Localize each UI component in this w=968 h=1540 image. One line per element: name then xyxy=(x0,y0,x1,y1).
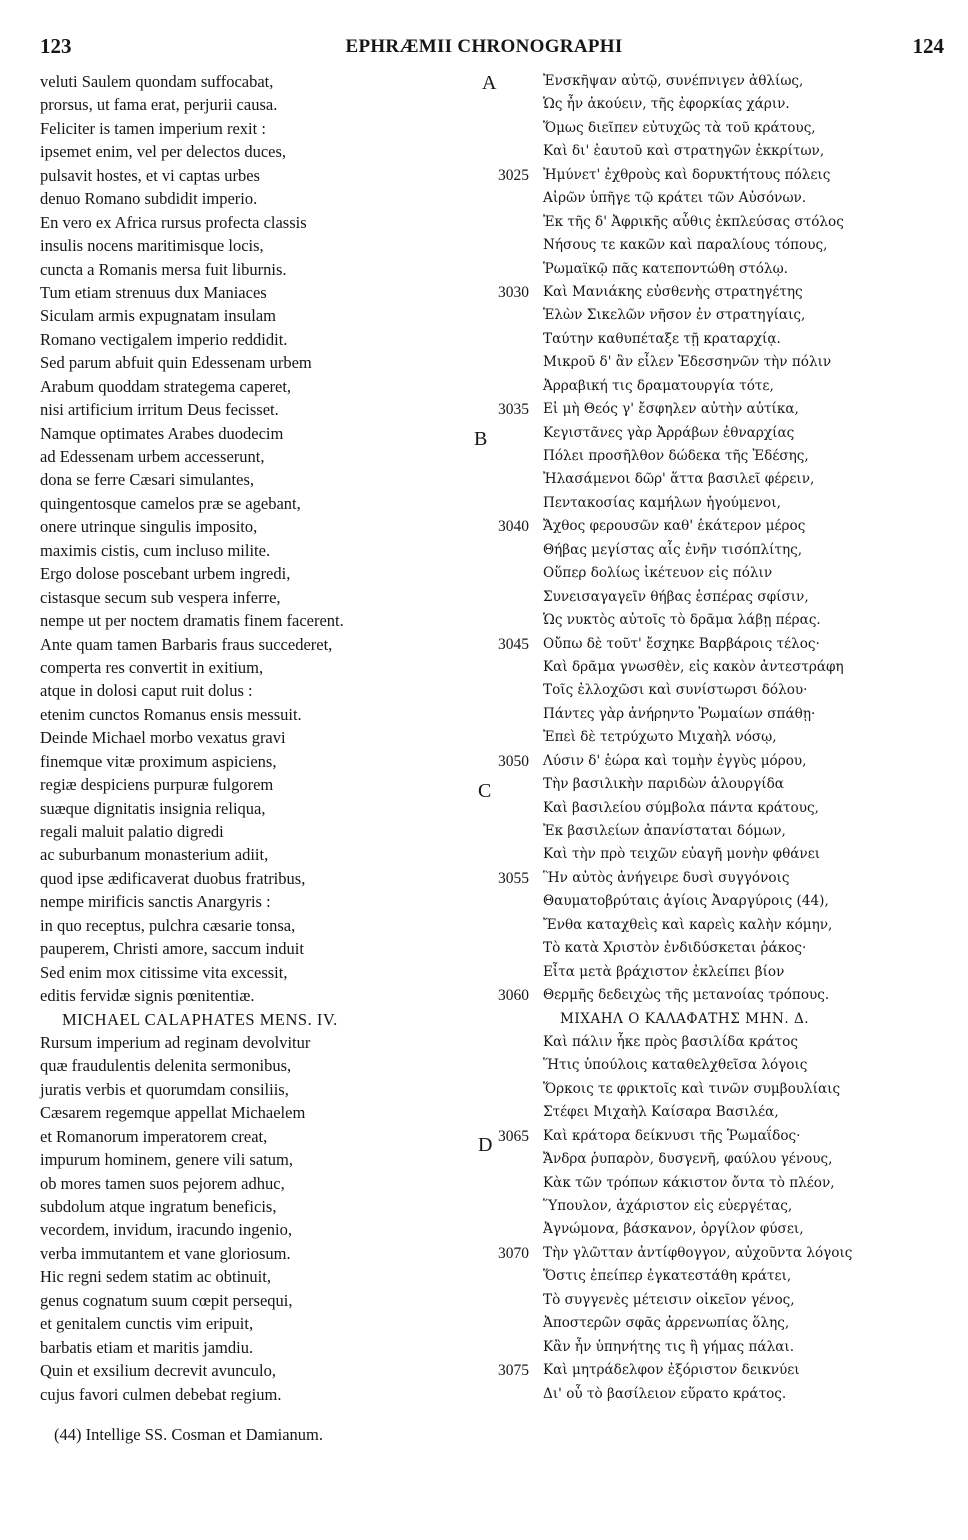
greek-verse-line xyxy=(498,843,958,866)
greek-verse-text: Θερμῆς δεδειχὼς τῆς μετανοίας τρόπους. xyxy=(543,987,830,1004)
greek-verse-line xyxy=(498,1242,958,1265)
greek-verse-line xyxy=(498,492,958,515)
greek-verse-line xyxy=(498,633,958,656)
greek-verse-line xyxy=(498,984,958,1007)
margin-letter-b: B xyxy=(474,428,488,450)
greek-verse-line xyxy=(498,797,958,820)
greek-verse-text: Ἠμύνετ' ἐχθροὺς καὶ δορυκτήτους πόλεις xyxy=(543,166,831,183)
running-header xyxy=(0,34,968,62)
latin-verse-line: cistasque secum sub vespera inferre, xyxy=(40,587,281,607)
greek-verse-line xyxy=(498,726,958,749)
latin-verse-line: etenim cunctos Romanus ensis messuit. xyxy=(40,704,302,724)
greek-verse-text: Ὅρκοις τε φρικτοῖς καὶ τινῶν συμβουλίαις xyxy=(543,1080,841,1097)
greek-verse-line xyxy=(498,1383,958,1406)
latin-verse-line: et Romanorum imperatorem creat, xyxy=(40,1126,268,1146)
latin-verse-line: cuncta a Romanis mersa fuit liburnis. xyxy=(40,259,287,279)
greek-verse-line xyxy=(498,140,958,163)
latin-verse-line: Rursum imperium ad reginam devolvitur xyxy=(40,1032,311,1052)
greek-verse-line xyxy=(498,586,958,609)
latin-verse-line: et genitalem cunctis vim eripuit, xyxy=(40,1314,254,1334)
greek-verse-line xyxy=(498,445,958,468)
greek-verse-line xyxy=(498,398,958,421)
latin-verse-line: Sed parum abfuit quin Edessenam urbem xyxy=(40,353,312,373)
greek-verse-text: Τὴν βασιλικὴν παριδὼν ἁλουργίδα xyxy=(543,776,784,793)
latin-section-heading: MICHAEL CALAPHATES MENS. IV. xyxy=(62,1009,338,1029)
greek-verse-line xyxy=(498,258,958,281)
greek-column xyxy=(498,70,958,1406)
latin-verse-line: Cæsarem regemque appellat Michaelem xyxy=(40,1103,306,1123)
greek-verse-text: Συνεισαγαγεῖν θήβας ἑσπέρας σφίσιν, xyxy=(543,588,809,605)
greek-verse-line xyxy=(498,117,958,140)
greek-verse-text: Καὶ δι' ἑαυτοῦ καὶ στρατηγῶν ἐκκρίτων, xyxy=(543,143,825,160)
line-number: 3075 xyxy=(498,1362,529,1380)
line-number: 3065 xyxy=(498,1127,529,1145)
latin-verse-line: cujus favori culmen debebat regium. xyxy=(40,1384,282,1404)
greek-verse-text: Ἀποστερῶν σφᾶς ἀρρενωπίας ὅλης, xyxy=(543,1315,790,1332)
latin-verse-line: veluti Saulem quondam suffocabat, xyxy=(40,72,274,91)
greek-verse-line xyxy=(498,1054,958,1077)
latin-verse-line: Siculam armis expugnatam insulam xyxy=(40,306,276,326)
greek-verse-text: Τὴν γλῶτταν ἀντίφθογγον, αὐχοῦντα λόγοις xyxy=(543,1244,853,1261)
latin-verse-line: En vero ex Africa rursus profecta classis xyxy=(40,212,307,232)
greek-verse-text: Θήβας μεγίστας αἷς ἐνῆν τισόπλίτης, xyxy=(543,541,803,558)
latin-verse-line: impurum hominem, genere vili satum, xyxy=(40,1150,293,1170)
greek-verse-text: Καὶ μητράδελφον ἐξόριστον δεικνύει xyxy=(543,1362,800,1379)
line-number: 3030 xyxy=(498,283,529,301)
greek-verse-text: Ἀρραβική τις δραματουργία τότε, xyxy=(543,377,774,394)
greek-verse-text: Ὅστις ἐπείπερ ἐγκατεστάθη κράτει, xyxy=(543,1268,792,1285)
greek-verse-text: Ἐνσκῆψαν αὐτῷ, συνέπνιγεν ἀθλίως, xyxy=(543,73,804,89)
footnote: (44) Intellige SS. Cosman et Damianum. xyxy=(54,1425,324,1444)
latin-verse-line: Arabum quoddam strategema caperet, xyxy=(40,376,292,396)
greek-verse-line xyxy=(498,679,958,702)
greek-verse-text: Ἐπεὶ δὲ τετρύχωτο Μιχαὴλ νόσῳ, xyxy=(543,729,777,746)
greek-verse-line xyxy=(498,609,958,632)
latin-verse-line: Deinde Michael morbo vexatus gravi xyxy=(40,728,286,748)
greek-verse-line xyxy=(498,281,958,304)
greek-verse-line xyxy=(498,1336,958,1359)
latin-verse-line: onere utrinque singulis imposito, xyxy=(40,517,258,537)
latin-verse-line: barbatis etiam et maritis jamdiu. xyxy=(40,1337,254,1357)
margin-letter-c: C xyxy=(478,780,492,802)
latin-verse-line: denuo Romano subdidit imperio. xyxy=(40,189,258,209)
latin-verse-line: finemque vitæ proximum aspiciens, xyxy=(40,751,277,771)
greek-verse-line xyxy=(498,1359,958,1382)
line-number: 3070 xyxy=(498,1244,529,1262)
greek-verse-line xyxy=(498,1312,958,1335)
greek-verse-text: Δι' οὗ τὸ βασίλειον εὕρατο κράτος. xyxy=(543,1385,787,1402)
line-number: 3045 xyxy=(498,635,529,653)
greek-verse-text: Νήσους τε κακῶν καὶ παραλίους τόπους, xyxy=(543,237,828,254)
greek-verse-line xyxy=(498,164,958,187)
latin-verse-line: ob mores tamen suos pejorem adhuc, xyxy=(40,1173,285,1193)
page-number-right: 124 xyxy=(912,34,944,58)
latin-verse-line: Romano vectigalem imperio reddidit. xyxy=(40,329,288,349)
greek-verse-text: Ὅμως διεῖπεν εὐτυχῶς τὰ τοῦ κράτους, xyxy=(543,119,816,136)
greek-verse-text: Ἔνθα καταχθεὶς καὶ καρεὶς καλὴν κόμην, xyxy=(543,916,833,933)
line-number: 3025 xyxy=(498,166,529,184)
greek-verse-line xyxy=(498,211,958,234)
greek-verse-line xyxy=(498,820,958,843)
greek-verse-line xyxy=(498,422,958,445)
latin-verse-line: verba immutantem et vane gloriosum. xyxy=(40,1243,291,1263)
greek-verse-line xyxy=(498,1078,958,1101)
greek-verse-text: Τοῖς ἐλλοχῶσι καὶ συνίστωρσι δόλου· xyxy=(543,682,808,699)
greek-verse-text: Εἶτα μετὰ βράχιστον ἐκλείπει βίον xyxy=(543,963,785,980)
greek-verse-text: Ἀγνώμονα, βάσκανον, ὀργίλον φύσει, xyxy=(543,1221,804,1238)
greek-verse-text: Ἥτις ὑπούλοις καταθελχθεῖσα λόγοις xyxy=(543,1057,808,1074)
greek-verse-line xyxy=(498,351,958,374)
greek-verse-line xyxy=(498,1265,958,1288)
line-number: 3040 xyxy=(498,518,529,536)
greek-verse-text: Καὶ κράτορα δείκνυσι τῆς Ῥωμαΐδος· xyxy=(543,1127,801,1144)
margin-letter-d: D xyxy=(478,1134,493,1156)
greek-verse-line xyxy=(498,1148,958,1171)
latin-verse-line: Tum etiam strenuus dux Maniaces xyxy=(40,282,267,302)
greek-verse-line xyxy=(498,562,958,585)
greek-verse-text: Ἐκ τῆς δ' Ἀφρικῆς αὖθις ἐκπλεύσας στόλος xyxy=(543,213,844,230)
greek-verse-line xyxy=(498,1125,958,1148)
greek-verse-line xyxy=(498,914,958,937)
greek-verse-text: Ἐκ βασιλείων ἀπανίσταται δόμων, xyxy=(543,823,786,839)
greek-verse-text: Θαυματοβρύταις ἁγίοις Ἀναργύροις (44), xyxy=(543,893,829,910)
latin-verse-line: prorsus, ut fama erat, perjurii causa. xyxy=(40,95,278,115)
greek-verse-line xyxy=(498,1172,958,1195)
greek-verse-line xyxy=(498,1031,958,1054)
greek-verse-line xyxy=(498,304,958,327)
latin-verse-line: Feliciter is tamen imperium rexit : xyxy=(40,118,266,138)
greek-verse-text: Κἂν ἦν ὑπηνήτης τις ἢ γήμας πάλαι. xyxy=(543,1338,795,1355)
greek-verse-line xyxy=(498,375,958,398)
latin-verse-line: subdolum atque ingratum beneficis, xyxy=(40,1197,277,1216)
latin-verse-line: ad Edessenam urbem accesserunt, xyxy=(40,447,265,466)
greek-verse-line xyxy=(498,234,958,257)
greek-verse-text: Κὰκ τῶν τρόπων κάκιστον ὄντα τὸ πλέον, xyxy=(543,1174,835,1191)
greek-verse-line xyxy=(498,961,958,984)
greek-verse-text: Οὔπω δὲ τοῦτ' ἔσχηκε Βαρβάροις τέλος· xyxy=(543,635,820,652)
greek-verse-text: Αἰρῶν ὑπῆγε τῷ κράτει τῶν Αὐσόνων. xyxy=(543,190,807,207)
latin-verse-line: quæ fraudulentis delenita sermonibus, xyxy=(40,1056,292,1076)
latin-verse-line: quod ipse ædificaverat duobus fratribus, xyxy=(40,868,306,888)
greek-verse-text: Λύσιν δ' ἑώρα καὶ τομὴν ἐγγὺς μόρου, xyxy=(543,752,807,769)
greek-verse-text: Πάντες γὰρ ἀνήρηντο Ῥωμαίων σπάθῃ· xyxy=(543,705,816,722)
greek-verse-text: Ἄχθος φερουσῶν καθ' ἑκάτερον μέρος xyxy=(543,518,806,535)
latin-verse-line: comperta res convertit in exitium, xyxy=(40,657,264,677)
greek-verse-text: Καὶ Μανιάκης εὐσθενὴς στρατηγέτης xyxy=(543,283,803,300)
greek-verse-line xyxy=(498,187,958,210)
margin-letter-a: A xyxy=(482,72,497,94)
greek-verse-text: Ἣν αὐτὸς ἀνήγειρε δυσὶ συγγόνοις xyxy=(543,869,790,886)
greek-verse-text: Ὡς ἦν ἀκούειν, τῆς ἐφορκίας χάριν. xyxy=(543,96,790,113)
latin-verse-line: Quin et exsilium decrevit avunculo, xyxy=(40,1361,276,1381)
greek-verse-line xyxy=(498,750,958,773)
greek-verse-line xyxy=(498,1289,958,1312)
latin-verse-line: nempe mirificis sanctis Anargyris : xyxy=(40,892,271,912)
line-number: 3050 xyxy=(498,752,529,770)
latin-verse-line: quingentosque camelos præ se agebant, xyxy=(40,493,301,513)
latin-verse-line: editis fervidæ signis pœnitentiæ. xyxy=(40,986,255,1006)
latin-verse-line: nisi artificium irritum Deus fecisset. xyxy=(40,400,279,420)
greek-verse-text: Στέφει Μιχαὴλ Καίσαρα Βασιλέα, xyxy=(543,1104,779,1121)
latin-verse-line: genus cognatum suum cœpit persequi, xyxy=(40,1290,293,1310)
greek-verse-line xyxy=(498,703,958,726)
greek-verse-text: Κεγιστᾶνες γὰρ Ἀρράβων ἐθναρχίας xyxy=(543,424,795,441)
greek-verse-text: Ταύτην καθυπέταξε τῇ κραταρχίᾳ. xyxy=(543,330,781,347)
greek-verse-text: Πεντακοσίας καμήλων ἡγούμενοι, xyxy=(543,494,781,511)
latin-verse-line: Sed enim mox citissime vita excessit, xyxy=(40,962,288,982)
greek-verse-line xyxy=(498,890,958,913)
line-number: 3060 xyxy=(498,987,529,1005)
greek-verse-line xyxy=(498,867,958,890)
greek-verse-line xyxy=(498,937,958,960)
latin-verse-line: pauperem, Christi amore, saccum induit xyxy=(40,939,304,959)
latin-verse-line: suæque dignitatis insignia reliqua, xyxy=(40,798,266,818)
latin-verse-line: Hic regni sedem statim ac obtinuit, xyxy=(40,1267,271,1287)
greek-verse-line xyxy=(498,539,958,562)
page-number-left: 123 xyxy=(40,34,72,58)
greek-verse-text: Ἑλὼν Σικελῶν νῆσον ἐν στρατηγίαις, xyxy=(543,307,806,324)
greek-verse-text: Τὸ κατὰ Χριστὸν ἐνδιδύσκεται ῥάκος· xyxy=(543,940,807,957)
latin-verse-line: in quo receptus, pulchra cæsarie tonsa, xyxy=(40,915,296,935)
latin-verse-line: atque in dolosi caput ruit dolus : xyxy=(40,681,253,701)
latin-verse-line: Ante quam tamen Barbaris fraus succederet, xyxy=(40,634,333,654)
greek-verse-line xyxy=(498,1195,958,1218)
greek-verse-line xyxy=(498,656,958,679)
greek-verse-text: Καὶ δρᾶμα γνωσθὲν, εἰς κακὸν ἀντεστράφη xyxy=(543,658,844,675)
line-number: 3055 xyxy=(498,869,529,887)
greek-verse-line xyxy=(498,328,958,351)
greek-verse-text: Πόλει προσῆλθον δώδεκα τῆς Ἐδέσης, xyxy=(543,448,809,464)
greek-verse-text: ΜΙΧΑΗΛ Ο ΚΑΛΑΦΑΤΗΣ ΜΗΝ. Δ. xyxy=(560,1010,810,1027)
latin-verse-line: Namque optimates Arabes duodecim xyxy=(40,423,284,443)
latin-verse-line: juratis verbis et quorumdam consiliis, xyxy=(40,1079,289,1099)
greek-verse-line xyxy=(498,515,958,538)
greek-verse-text: Καὶ τὴν πρὸ τειχῶν εὐαγῆ μονὴν φθάνει xyxy=(543,846,821,863)
greek-verse-text: Καὶ πάλιν ἧκε πρὸς βασιλίδα κράτος xyxy=(543,1033,798,1050)
greek-verse-line xyxy=(498,93,958,116)
latin-verse-line: insulis nocens maritimisque locis, xyxy=(40,236,264,256)
running-title: EPHRÆMII CHRONOGRAPHI xyxy=(345,36,623,57)
greek-verse-line xyxy=(498,773,958,796)
latin-column xyxy=(40,70,470,1406)
latin-verse-line: nempe ut per noctem dramatis finem facerent. xyxy=(40,611,344,631)
latin-verse-line: ac suburbanum monasterium adiit, xyxy=(40,845,269,865)
latin-verse-line: dona se ferre Cæsari simulantes, xyxy=(40,470,254,490)
latin-verse-line: regali maluit palatio digredi xyxy=(40,822,224,841)
latin-verse-line: regiæ despiciens purpuræ fulgorem xyxy=(40,775,274,795)
latin-verse-line: maximis cistis, cum incluso milite. xyxy=(40,540,271,560)
latin-verse-line: ipsemet enim, vel per delectos duces, xyxy=(40,142,287,162)
latin-verse-line: vecordem, invidum, iracundo ingenio, xyxy=(40,1220,293,1240)
greek-verse-text: Ἄνδρα ῥυπαρὸν, δυσγενῆ, φαύλου γένους, xyxy=(543,1151,833,1168)
greek-verse-text: Μικροῦ δ' ἂν εἶλεν Ἐδεσσηνῶν τὴν πόλιν xyxy=(543,354,832,371)
line-number: 3035 xyxy=(498,401,529,419)
greek-verse-line xyxy=(498,1101,958,1124)
greek-verse-text: Οὕπερ δολίως ἱκέτευον εἰς πόλιν xyxy=(543,565,773,582)
greek-verse-text: Καὶ βασιλείου σύμβολα πάντα κράτους, xyxy=(543,799,819,816)
greek-verse-line xyxy=(498,1218,958,1241)
greek-verse-text: Ὡς νυκτὸς αὐτοῖς τὸ δρᾶμα λάβῃ πέρας. xyxy=(543,612,821,629)
greek-verse-text: Ὕπουλον, ἀχάριστον εἰς εὐεργέτας, xyxy=(543,1198,793,1214)
greek-section-heading xyxy=(498,1008,958,1031)
greek-verse-line xyxy=(498,468,958,491)
greek-verse-text: Τὸ συγγενὲς μέτεισιν οἰκεῖον γένος, xyxy=(543,1291,795,1308)
latin-verse-line: pulsavit hostes, et vi captas urbes xyxy=(40,165,260,185)
greek-verse-text: Ἠλασάμενοι δῶρ' ἅττα βασιλεῖ φέρειν, xyxy=(543,471,815,488)
greek-verse-line xyxy=(498,70,958,93)
latin-verse-line: Ergo dolose poscebant urbem ingredi, xyxy=(40,564,291,584)
greek-verse-text: Ῥωμαϊκῷ πᾶς κατεποντώθη στόλῳ. xyxy=(543,260,788,277)
greek-verse-text: Εἰ μὴ Θεός γ' ἔσφηλεν αὐτὴν αὐτίκα, xyxy=(543,401,799,418)
